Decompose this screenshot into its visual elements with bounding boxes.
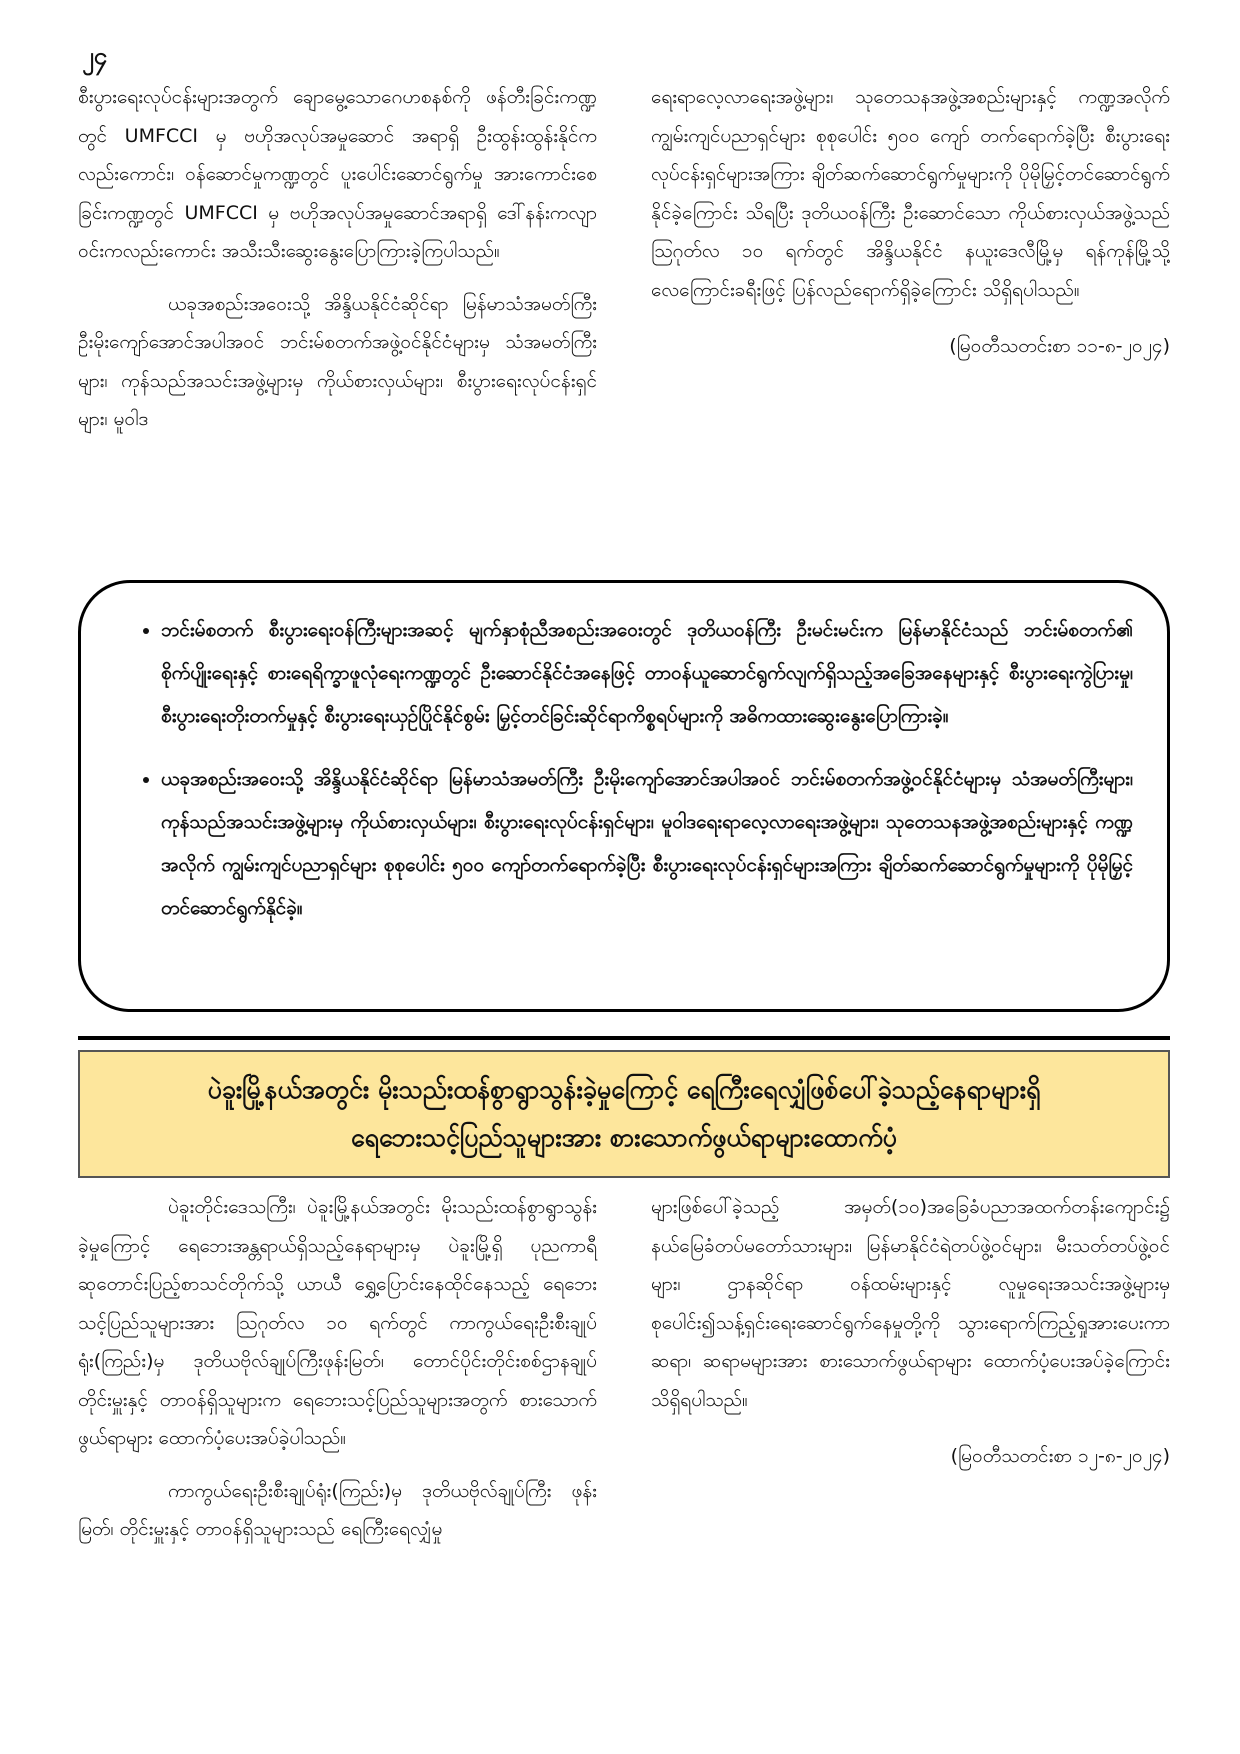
bottom-left-column	[78, 1188, 597, 1563]
page-number: ၂၄	[82, 42, 108, 70]
top-right-paragraph: ရေးရာလေ့လာရေးအဖွဲ့များ၊ သုတေသနအဖွဲ့အစည်းများနှင့် ကဏ္ဍအလိုက် ကျွမ်းကျင်ပညာရှင်များ စုစုပေါင်း ၅၀၀ ကျော် တက်ရောက်ခဲ့ပြီး စီးပွားရေးလုပ်ငန်းရှင်များအကြား ချိတ်ဆက်ဆောင်ရွက်မှုများကို ပိုမိုမြှင့်တင်ဆောင်ရွက်နိုင်ခဲ့ကြောင်း သိရပြီး ဒုတိယဝန်ကြီး ဦးဆောင်သော ကိုယ်စားလှယ်အဖွဲ့သည် ဩဂုတ်လ ၁၀ ရက်တွင် အိန္ဒိယနိုင်ငံ နယူးဒေလီမြို့မှ ရန်ကုန်မြို့သို့ လေကြောင်းခရီးဖြင့် ပြန်လည်ရောက်ရှိခဲ့ကြောင်း သိရှိရပါသည်။	[651, 86, 1170, 301]
summary-bullet-2: • ယခုအစည်းအဝေးသို့ အိန္ဒိယနိုင်ငံဆိုင်ရာ မြန်မာသံအမတ်ကြီး ဦးမိုးကျော်အောင်အပါအဝင် ဘင်းမ်စတက်အဖွဲ့ဝင်နိုင်ငံများမှ သံအမတ်ကြီးများ၊ ကုန်သည်အသင်းအဖွဲ့များမှ ကိုယ်စားလှယ်များ၊ စီးပွားရေးလုပ်ငန်းရှင်များ၊ မူဝါဒရေးရာလေ့လာရေးအဖွဲ့များ၊ သုတေသနအဖွဲ့အစည်းများနှင့် ကဏ္ဍအလိုက် ကျွမ်းကျင်ပညာရှင်များ စုစုပေါင်း ၅၀၀ ကျော်တက်ရောက်ခဲ့ပြီး စီးပွားရေးလုပ်ငန်းရှင်များအကြား ချိတ်ဆက်ဆောင်ရွက်မှုများကို ပိုမိုမြှင့်တင်ဆောင်ရွက်နိုင်ခဲ့။	[161, 758, 1133, 930]
bottom-source-citation: (မြဝတီသတင်းစာ ၁၂-၈-၂၀၂၄)	[950, 1445, 1170, 1467]
bottom-right-paragraph: များဖြစ်ပေါ်ခဲ့သည့် အမှတ်(၁၀)အခြေခံပညာအထက်တန်းကျောင်း၌ နယ်မြေခံတပ်မတော်သားများ၊ မြန်မာနိုင်ငံရဲတပ်ဖွဲ့ဝင်များ၊ မီးသတ်တပ်ဖွဲ့ဝင်များ၊ ဌာနဆိုင်ရာ ဝန်ထမ်းများနှင့် လူမှုရေးအသင်းအဖွဲ့များမှ စုပေါင်း၍သန့်ရှင်းရေးဆောင်ရွက်နေမှုတို့ကို သွားရောက်ကြည့်ရှုအားပေးကာ ဆရာ၊ ဆရာမများအား စားသောက်ဖွယ်ရာများ ထောက်ပံ့ပေးအပ်ခဲ့ကြောင်း သိရှိရပါသည်။	[651, 1196, 1170, 1411]
bottom-left-paragraph-1: ပဲခူးတိုင်းဒေသကြီး၊ ပဲခူးမြို့နယ်အတွင်း မိုးသည်းထန်စွာရွာသွန်းခဲ့မှုကြောင့် ရေဘေးအန္တရာယ်ရှိသည့်နေရာများမှ ပဲခူးမြို့ရှိ ပုညကာရီဆုတောင်းပြည့်စာသင်တိုက်သို့ ယာယီ ရွှေ့ပြောင်းနေထိုင်နေသည့် ရေဘေးသင့်ပြည်သူများအား ဩဂုတ်လ ၁၀ ရက်တွင် ကာကွယ်ရေးဦးစီးချုပ်ရုံး(ကြည်း)မှ ဒုတိယဗိုလ်ချုပ်ကြီးဖုန်းမြတ်၊ တောင်ပိုင်းတိုင်းစစ်ဌာနချုပ်တိုင်းမှူးနှင့် တာဝန်ရှိသူများက ရေဘေးသင့်ပြည်သူများအတွက် စားသောက်ဖွယ်ရာများ ထောက်ပံ့ပေးအပ်ခဲ့ပါသည်။	[78, 1196, 597, 1449]
bottom-right-column	[651, 1188, 1170, 1563]
top-left-paragraph-2: ယခုအစည်းအဝေးသို့ အိန္ဒိယနိုင်ငံဆိုင်ရာ မြန်မာသံအမတ်ကြီး ဦးမိုးကျော်အောင်အပါအဝင် ဘင်းမ်စတက်အဖွဲ့ဝင်နိုင်ငံများမှ သံအမတ်ကြီးများ၊ ကုန်သည်အသင်းအဖွဲ့များမှ ကိုယ်စားလှယ်များ၊ စီးပွားရေးလုပ်ငန်းရှင်များ၊ မူဝါဒ	[78, 292, 597, 430]
top-source-citation: (မြဝတီသတင်းစာ ၁၁-၈-၂၀၂၄)	[949, 335, 1170, 357]
headline-line-2: ရေဘေးသင့်ပြည်သူများအား စားသောက်ဖွယ်ရာများထောက်ပံ့	[351, 1123, 897, 1152]
top-left-paragraph-1: စီးပွားရေးလုပ်ငန်းများအတွက် ချောမွေ့သောဂေဟစနစ်ကို ဖန်တီးခြင်းကဏ္ဍတွင် UMFCCI မှ ဗဟိုအလုပ်အမှုဆောင် အရာရှိ ဦးထွန်းထွန်းနိုင်ကလည်းကောင်း၊ ဝန်ဆောင်မှုကဏ္ဍတွင် ပူးပေါင်းဆောင်ရွက်မှု အားကောင်းစေခြင်းကဏ္ဍတွင် UMFCCI မှ ဗဟိုအလုပ်အမှုဆောင်အရာရှိ ဒေါ်နန်းကလျာဝင်းကလည်းကောင်း အသီးသီးဆွေးနွေးပြောကြားခဲ့ကြပါသည်။	[78, 86, 597, 262]
top-article	[78, 78, 1170, 453]
summary-bullet-list	[127, 609, 1133, 930]
headline-line-1: ပဲခူးမြို့နယ်အတွင်း မိုးသည်းထန်စွာရွာသွန်းခဲ့မှုကြောင့် ရေကြီးရေလျှံဖြစ်ပေါ်ခဲ့သည့်နေရာများရှိ	[207, 1075, 1041, 1104]
bottom-article	[78, 1188, 1170, 1563]
summary-bullet-1: • ဘင်းမ်စတက် စီးပွားရေးဝန်ကြီးများအဆင့် မျက်နှာစုံညီအစည်းအဝေးတွင် ဒုတိယဝန်ကြီး ဦးမင်းမင်းက မြန်မာနိုင်ငံသည် ဘင်းမ်စတက်၏ စိုက်ပျိုးရေးနှင့် စားရေရိက္ခာဖူလုံရေးကဏ္ဍတွင် ဦးဆောင်နိုင်ငံအနေဖြင့် တာဝန်ယူဆောင်ရွက်လျက်ရှိသည့်အခြေအနေများနှင့် စီးပွားရေးကွဲပြားမှု၊ စီးပွားရေးတိုးတက်မှုနှင့် စီးပွားရေးယှဉ်ပြိုင်နိုင်စွမ်း မြှင့်တင်ခြင်းဆိုင်ရာကိစ္စရပ်များကို အဓိကထားဆွေးနွေးပြောကြားခဲ့။	[161, 609, 1133, 738]
top-right-column	[651, 78, 1170, 453]
top-left-column	[78, 78, 597, 453]
bottom-left-paragraph-2: ကာကွယ်ရေးဦးစီးချုပ်ရုံး(ကြည်း)မှ ဒုတိယဗိုလ်ချုပ်ကြီး ဖုန်းမြတ်၊ တိုင်းမှူးနှင့် တာဝန်ရှိသူများသည် ရေကြီးရေလျှံမှု	[78, 1479, 597, 1540]
summary-callout-box	[78, 580, 1170, 1012]
article-headline-box	[78, 1050, 1170, 1178]
section-divider	[78, 1036, 1170, 1040]
